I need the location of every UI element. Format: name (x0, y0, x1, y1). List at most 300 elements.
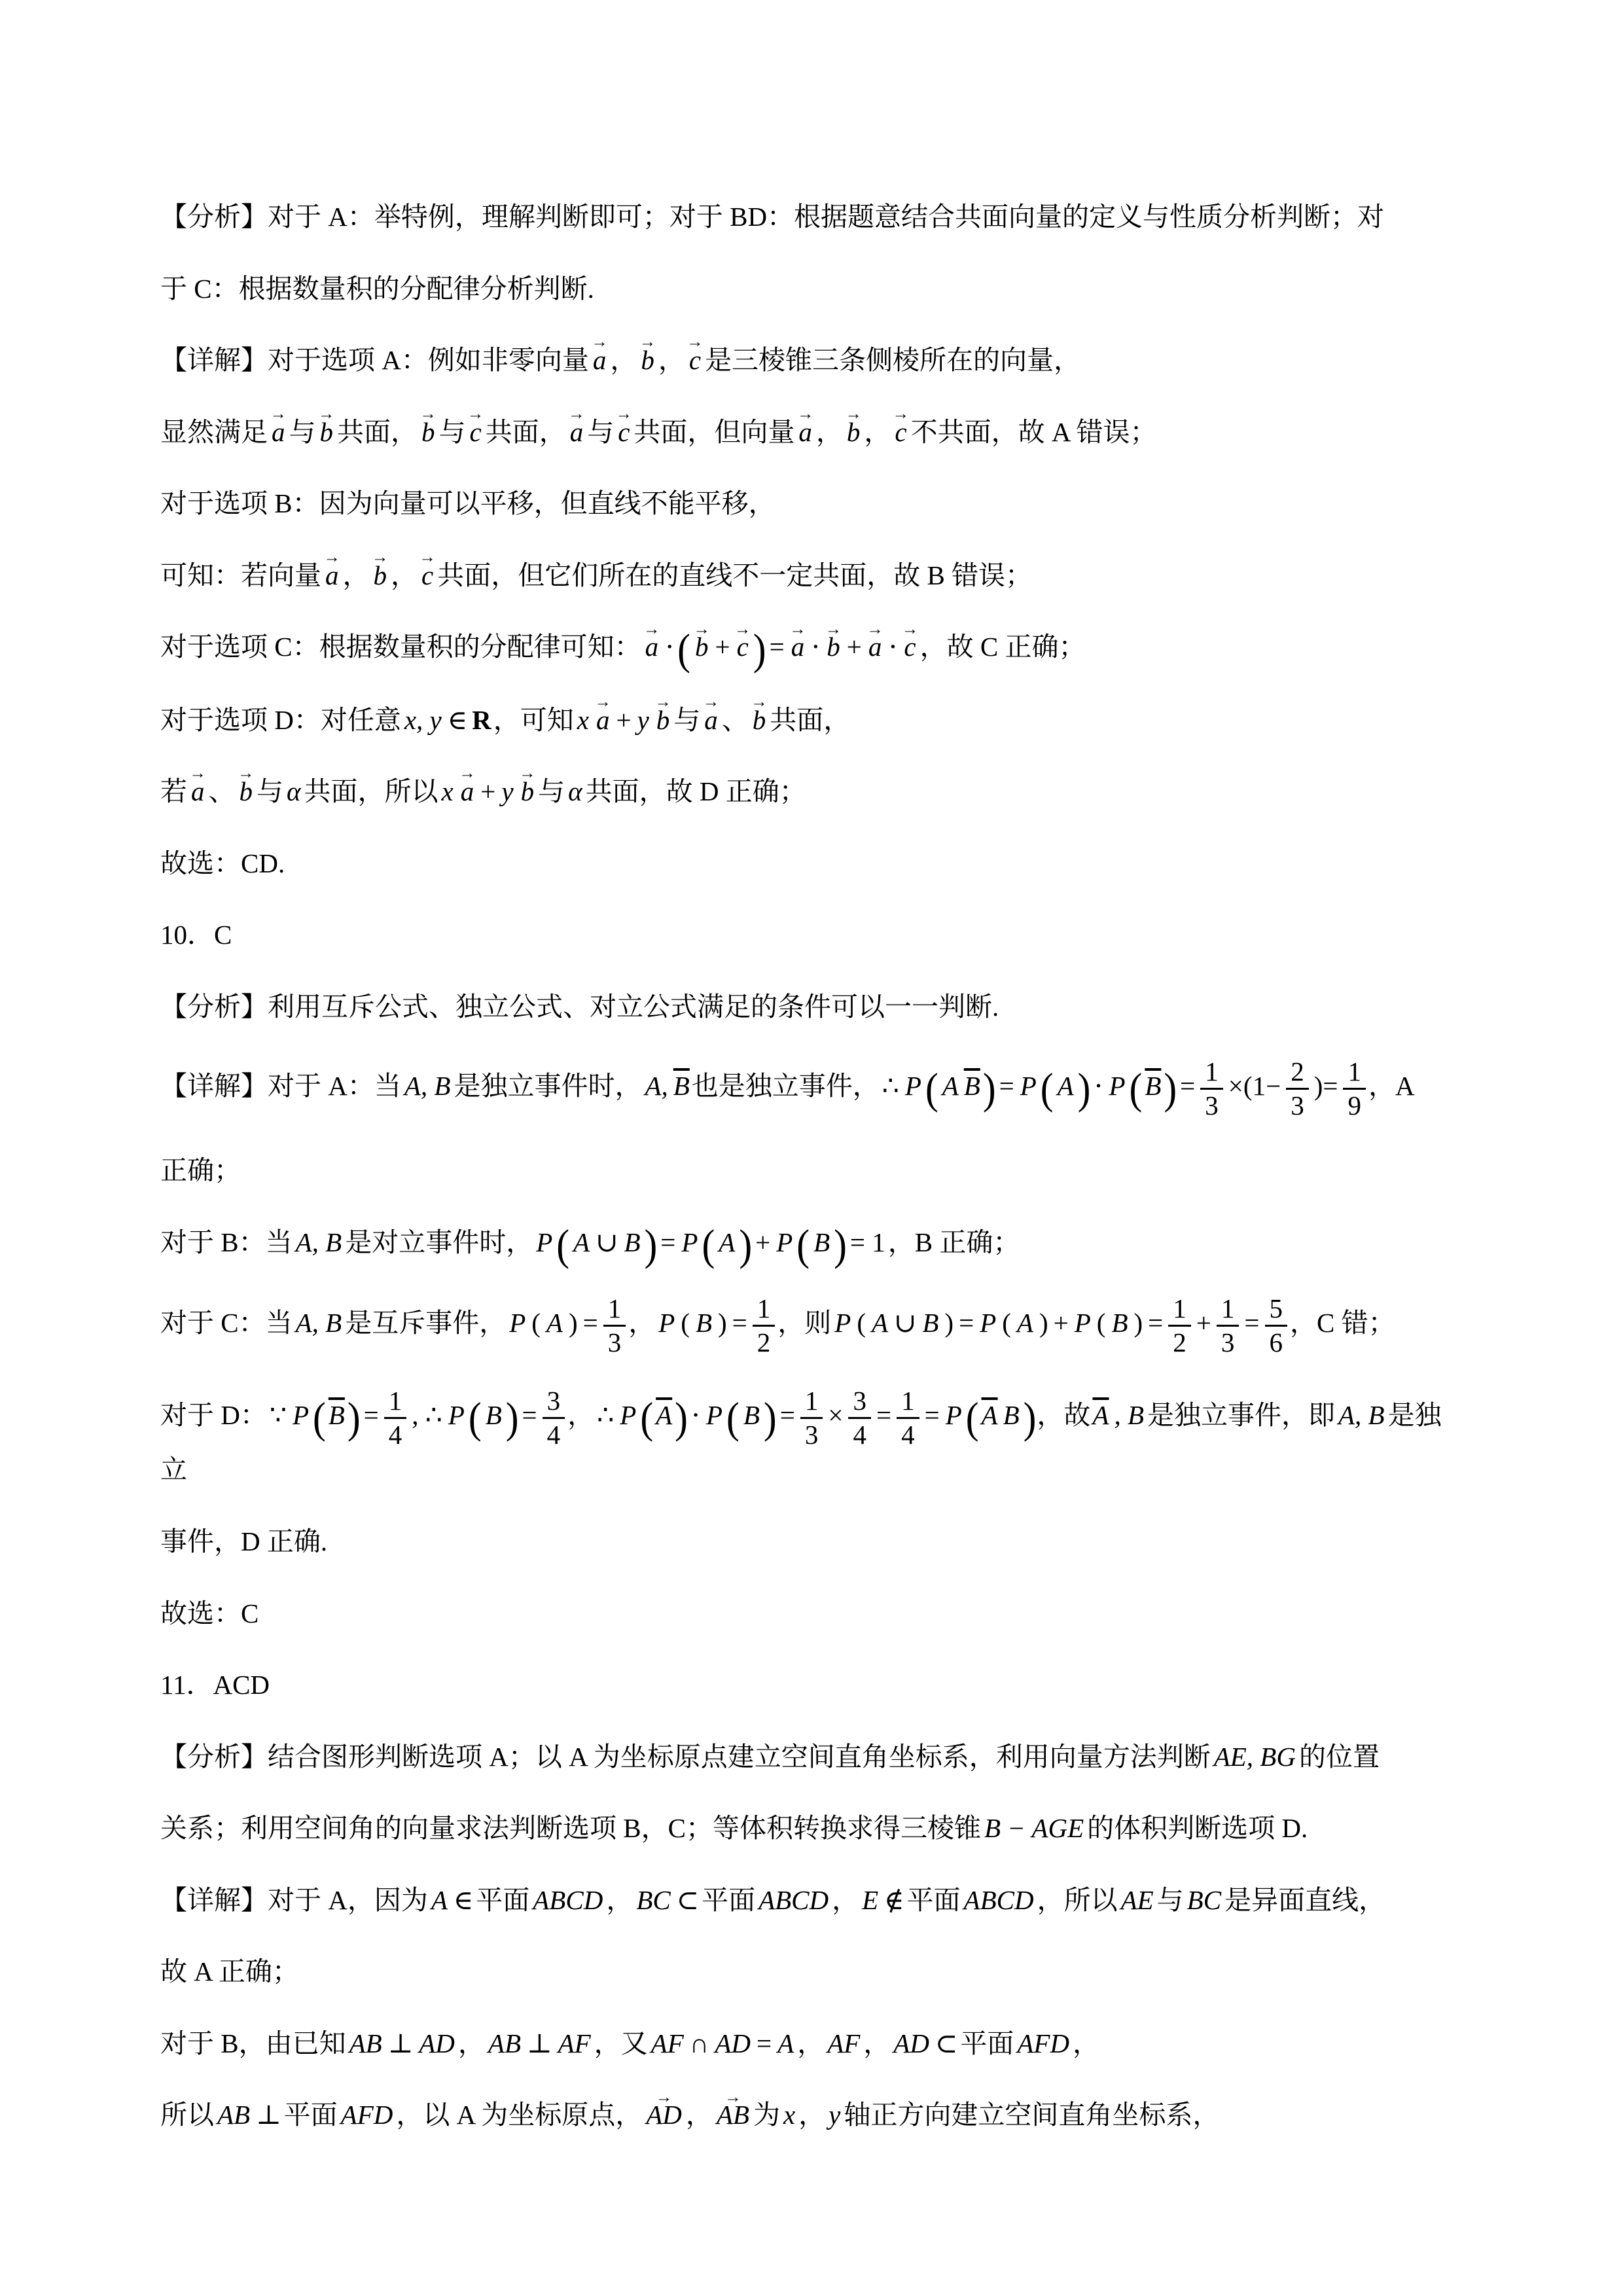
big-paren: ( (702, 1220, 715, 1269)
text-run: ， (457, 2028, 485, 2058)
math-run: A (1016, 1308, 1033, 1338)
math-symbol: ×(1− (1228, 1071, 1281, 1102)
text-run: 与 (1156, 1884, 1184, 1915)
fraction (798, 1387, 826, 1449)
math-symbol: = (924, 1400, 940, 1431)
vector-symbol: b → (418, 412, 439, 454)
math-run: A (719, 1227, 736, 1257)
fraction-denominator: 4 (388, 1420, 402, 1450)
big-paren: ) (982, 1064, 996, 1113)
q9-explanation-line-3 (160, 340, 1463, 382)
big-paren: ) (753, 625, 766, 674)
math-symbol: = (779, 1400, 795, 1431)
text-run: 与 (289, 416, 316, 447)
text-run: ，则 (777, 1308, 832, 1338)
q10-answer-line-5 (160, 1220, 1463, 1269)
text-run: 共面，但向量 (633, 416, 795, 447)
math-run: α (568, 776, 582, 807)
vector-symbol: c → (733, 626, 753, 668)
math-symbol: = (876, 1400, 892, 1431)
text-run: ，B 正确； (887, 1227, 1020, 1257)
math-run: B (485, 1400, 502, 1431)
q9-explanation-line-7 (160, 625, 1463, 674)
math-run: P (620, 1400, 637, 1431)
big-paren: ( (796, 1220, 810, 1269)
text-run: ，C 错； (1290, 1308, 1395, 1338)
fraction-denominator: 3 (1205, 1090, 1219, 1121)
text-run: 是对立事件时， (345, 1227, 533, 1257)
math-symbol: ) (1039, 1308, 1048, 1338)
math-run: ABCD (758, 1884, 829, 1915)
math-run: B (1003, 1400, 1020, 1431)
math-run: A (546, 1308, 563, 1338)
vector-symbol: b → (843, 412, 865, 454)
text-run: 正确； (160, 1155, 241, 1186)
q10-answer-line-2 (160, 986, 1463, 1028)
math-run: A, B (1338, 1400, 1385, 1431)
math-run: AF (827, 2028, 861, 2058)
math-symbol: ⋅ (811, 632, 821, 662)
text-run: 【分析】对于 A：举特例，理解判断即可；对于 BD：根据题意结合共面向量的定义与性质分析判断；对 (160, 202, 1385, 232)
text-run: 、 (721, 704, 749, 735)
math-symbol: ( (531, 1308, 541, 1338)
vector-symbol: c → (466, 412, 486, 454)
fraction-numerator: 3 (543, 1387, 565, 1419)
text-run: 对于 B，由已知 (160, 2028, 346, 2058)
math-symbol: ( (857, 1308, 866, 1338)
q11-answer-line-6 (160, 2023, 1463, 2065)
text-run: 为 (753, 2100, 780, 2130)
text-run: ， (832, 1884, 859, 1915)
math-run: B (695, 1308, 712, 1338)
text-run: 与 (673, 704, 701, 735)
fraction (846, 1387, 874, 1449)
text-run: 对于选项 C：根据数量积的分配律可知： (160, 632, 641, 662)
text-run: ，故 C 正确； (919, 632, 1086, 662)
vector-symbol: c → (685, 340, 705, 382)
big-paren: ) (1164, 1064, 1177, 1113)
q9-explanation-line-9 (160, 771, 1463, 813)
reals-symbol: R (472, 704, 491, 735)
text-run: 对于选项 D：对任意 (160, 704, 401, 735)
text-run: 对于 D： (160, 1400, 267, 1431)
math-run: BC (636, 1884, 671, 1915)
vector-symbol: a → (457, 771, 478, 813)
math-run: A (942, 1071, 959, 1102)
math-run: AD (715, 2028, 751, 2058)
math-run: BC (1186, 1884, 1222, 1915)
q10-answer-line-1 (160, 914, 1463, 956)
fraction-denominator: 4 (546, 1420, 561, 1450)
text-run: 10．C (160, 920, 232, 950)
math-run: x (441, 776, 454, 807)
text-run: 11．ACD (160, 1670, 270, 1700)
text-run: 对于 C：当 (160, 1308, 293, 1338)
vector-symbol: b → (652, 700, 674, 742)
text-run: ，又 (594, 2028, 648, 2058)
vector-symbol: a → (268, 412, 289, 454)
fraction-numerator: 1 (800, 1387, 823, 1419)
math-symbol: ∈ (447, 704, 468, 735)
math-run: ABCD (963, 1884, 1034, 1915)
math-symbol: = (757, 2028, 772, 2058)
math-symbol: ( (1002, 1308, 1011, 1338)
vector-symbol: a → (566, 412, 588, 454)
text-run: ， (658, 345, 685, 376)
text-run: 共面， (337, 416, 418, 447)
text-run: 的位置 (1298, 1741, 1380, 1772)
vector-symbol: b → (823, 626, 844, 668)
math-symbol: = 1 (849, 1227, 885, 1257)
fraction-denominator: 4 (853, 1420, 866, 1450)
math-run: P (706, 1400, 723, 1431)
text-run: 若 (160, 776, 187, 807)
fraction-numerator: 1 (384, 1387, 407, 1419)
text-run: 是互斥事件， (345, 1308, 507, 1338)
text-run: ， (610, 345, 637, 376)
math-run: AD (893, 2028, 929, 2058)
big-paren: ( (640, 1393, 654, 1443)
math-run: P (658, 1308, 675, 1338)
math-run: A, B (295, 1227, 342, 1257)
math-symbol: ⋅ (690, 1400, 700, 1431)
math-symbol: ∴ (882, 1071, 899, 1102)
math-symbol: + (846, 632, 862, 662)
vector-symbol: a → (187, 771, 209, 813)
text-run: 、 (208, 776, 236, 807)
math-run: P (980, 1308, 997, 1338)
overline-symbol: $\overline{A}$ (1092, 1400, 1109, 1431)
text-run: 故选：CD. (160, 848, 285, 878)
text-run: ， (391, 560, 418, 590)
fraction (382, 1387, 410, 1449)
math-symbol: + (1053, 1308, 1069, 1338)
text-run: 与 (587, 416, 615, 447)
q11-answer-line-2 (160, 1736, 1463, 1778)
overline-symbol: $\overline{B}$ (328, 1400, 345, 1431)
math-symbol: ⊂ (935, 2028, 958, 2058)
math-run: x (783, 2100, 796, 2130)
math-symbol: = (769, 632, 785, 662)
math-symbol: + (755, 1227, 771, 1257)
math-run: x, y (404, 704, 442, 735)
vector-symbol: a → (787, 626, 809, 668)
text-run: 【分析】利用互斥公式、独立公式、对立公式满足的条件可以一一判断. (160, 991, 999, 1022)
math-symbol: = (1148, 1308, 1164, 1338)
fraction-denominator: 6 (1269, 1327, 1283, 1358)
big-paren: ( (726, 1393, 740, 1443)
text-run: 共面，所以 (304, 776, 438, 807)
text-run: 共面，故 D 正确； (585, 776, 806, 807)
fraction-numerator: 3 (848, 1387, 871, 1419)
overline-symbol: $\overline{B}$ (963, 1071, 980, 1102)
overline-symbol: $\overline{A}$ (656, 1400, 673, 1431)
math-run: AFD (340, 2100, 393, 2130)
math-run: B (922, 1308, 939, 1338)
big-paren: ) (1077, 1064, 1091, 1113)
text-run: ， (798, 2100, 826, 2130)
fraction-numerator: 2 (1286, 1058, 1309, 1090)
text-run: 与 (257, 776, 283, 807)
q10-answer-line-9 (160, 1593, 1463, 1635)
fraction (894, 1387, 922, 1449)
text-run: 轴正方向建立空间直角坐标系， (844, 2100, 1220, 2130)
math-symbol: = (582, 1308, 598, 1338)
vector-symbol: a → (321, 555, 343, 597)
math-symbol: × (828, 1400, 844, 1431)
text-run: ， (863, 2028, 891, 2058)
text-run: 于 C：根据数量积的分配律分析判断. (160, 273, 594, 304)
math-run: AE (1120, 1884, 1154, 1915)
big-paren: ( (1129, 1064, 1143, 1113)
vector-symbol: AD → (642, 2094, 686, 2136)
fraction (750, 1295, 778, 1357)
section-q10-answer (160, 914, 1463, 1634)
text-run: ，所以 (1037, 1884, 1118, 1915)
math-run: P (776, 1227, 793, 1257)
text-run: 也是独立事件， (691, 1071, 880, 1102)
fraction (601, 1295, 629, 1357)
q11-answer-line-7 (160, 2094, 1463, 2136)
text-run: ，以 A 为坐标原点， (396, 2100, 643, 2130)
math-symbol: ∈ (453, 1884, 474, 1915)
big-paren: ( (1040, 1064, 1054, 1113)
vector-symbol: b → (517, 771, 539, 813)
vector-symbol: a → (700, 700, 722, 742)
fraction-numerator: 1 (1168, 1295, 1191, 1327)
vector-symbol: a → (641, 626, 663, 668)
big-paren: ) (739, 1220, 753, 1269)
vector-symbol: b → (316, 412, 338, 454)
math-run: AD (419, 2028, 455, 2058)
fraction-denominator: 4 (901, 1420, 915, 1450)
text-run: ， (606, 1884, 633, 1915)
math-symbol: = (999, 1071, 1014, 1102)
math-run: y (501, 776, 514, 807)
fraction-numerator: 1 (1343, 1058, 1366, 1090)
text-run: 【详解】对于选项 A：例如非零向量 (160, 345, 589, 376)
text-run: ， (342, 560, 370, 590)
q10-answer-line-6 (160, 1295, 1463, 1357)
fraction-numerator: 1 (753, 1295, 776, 1327)
text-run: ，可知 (493, 704, 574, 735)
text-run: 是独立事件时， (454, 1071, 642, 1102)
math-run: AB (349, 2028, 382, 2058)
math-run: P (448, 1400, 465, 1431)
big-paren: ) (644, 1220, 658, 1269)
fraction-denominator: 2 (1173, 1327, 1186, 1358)
fraction (1283, 1058, 1311, 1120)
math-run: AF (558, 2028, 591, 2058)
math-symbol: ⊥ (527, 2028, 552, 2058)
text-run: 故选：C (160, 1598, 259, 1628)
math-symbol: ∵ (269, 1400, 287, 1431)
text-run: 共面， (770, 704, 851, 735)
text-run: 与 (538, 776, 565, 807)
big-paren: ( (556, 1220, 570, 1269)
text-run: 的体积判断选项 D. (1087, 1813, 1308, 1844)
section-q9-explanation (160, 196, 1463, 884)
q9-explanation-line-2 (160, 268, 1463, 310)
vector-symbol: c → (891, 412, 910, 454)
text-run: 不共面，故 A 错误； (910, 416, 1157, 447)
fraction (540, 1387, 568, 1449)
fraction-numerator: 5 (1265, 1295, 1288, 1327)
math-symbol: = (1180, 1071, 1196, 1102)
text-run: 关系；利用空间角的向量求法判断选项 B，C；等体积转换求得三棱锥 (160, 1813, 981, 1844)
math-run: AF (651, 2028, 684, 2058)
q9-explanation-line-4 (160, 412, 1463, 454)
math-symbol: ⊥ (256, 2100, 281, 2130)
text-run: ， (815, 416, 843, 447)
fraction (1214, 1295, 1242, 1357)
big-paren: ) (834, 1220, 847, 1269)
text-run: ，A (1368, 1071, 1415, 1102)
fraction-denominator: 3 (804, 1420, 819, 1450)
text-run: 【分析】结合图形判断选项 A；以 A 为坐标原点建立空间直角坐标系，利用向量方法判断 (160, 1741, 1211, 1772)
fraction-numerator: 1 (1217, 1295, 1240, 1327)
math-symbol: = (959, 1308, 974, 1338)
text-run: ， (1073, 2028, 1100, 2058)
text-run: 事件，D 正确. (160, 1526, 328, 1557)
math-run: B (1111, 1308, 1128, 1338)
math-symbol: ⋅ (888, 632, 898, 662)
math-run: A, B (404, 1071, 451, 1102)
math-run: P (1109, 1071, 1126, 1102)
q10-answer-line-4 (160, 1150, 1463, 1192)
vector-symbol: b → (749, 700, 770, 742)
math-symbol: ∴ (597, 1400, 615, 1431)
math-run: B − AGE (984, 1813, 1084, 1844)
vector-symbol: c → (418, 555, 437, 597)
math-symbol: ) (1133, 1308, 1143, 1338)
math-symbol: ) (568, 1308, 578, 1338)
math-run: P (945, 1400, 962, 1431)
math-run: AB (217, 2100, 251, 2130)
text-run: 可知：若向量 (160, 560, 321, 590)
math-run: B (813, 1227, 830, 1257)
math-symbol: )= (1313, 1071, 1338, 1102)
text-run: 共面， (485, 416, 566, 447)
math-run: P (1020, 1071, 1037, 1102)
vector-symbol: b → (370, 555, 391, 597)
text-run: 是独立事件，即 (1147, 1400, 1336, 1431)
text-run: 对于 B：当 (160, 1227, 293, 1257)
text-run: ， (864, 416, 891, 447)
vector-symbol: b → (691, 626, 713, 668)
math-run: ABCD (533, 1884, 603, 1915)
text-run: 平面 (906, 1884, 961, 1915)
text-run: 所以 (160, 2100, 214, 2130)
math-run: P (681, 1227, 698, 1257)
text-run: 是独立 (160, 1400, 1442, 1485)
vector-symbol: b → (236, 771, 257, 813)
math-run: P (834, 1308, 851, 1338)
text-run: ，故 (1037, 1400, 1091, 1431)
fraction-denominator: 9 (1347, 1090, 1361, 1121)
math-symbol: ∉ (884, 1884, 904, 1915)
text-run: ， (685, 2100, 713, 2130)
vector-symbol: a → (592, 700, 614, 742)
math-symbol: + (480, 776, 496, 807)
fraction-numerator: 1 (897, 1387, 919, 1419)
math-symbol: , ∴ (412, 1400, 442, 1431)
text-run: 故 A 正确； (160, 1956, 299, 1987)
math-run: B (743, 1400, 760, 1431)
overline-symbol: $\overline{B}$ (673, 1071, 690, 1102)
fraction-denominator: 2 (757, 1327, 771, 1358)
text-run: 显然满足 (160, 416, 268, 447)
text-run: 与 (438, 416, 466, 447)
math-run: A (871, 1308, 889, 1338)
text-run: ， (567, 1400, 595, 1431)
document-content (160, 196, 1463, 2136)
vector-symbol: c → (614, 412, 633, 454)
math-run: E (862, 1884, 879, 1915)
fraction (1198, 1058, 1226, 1120)
math-symbol: = (660, 1227, 676, 1257)
math-symbol: + (1196, 1308, 1211, 1338)
fraction-numerator: 1 (1200, 1058, 1223, 1090)
math-run: x (577, 704, 589, 735)
math-run: P (904, 1071, 921, 1102)
q9-explanation-line-8 (160, 700, 1463, 742)
math-run: AB (488, 2028, 522, 2058)
big-paren: ( (925, 1064, 938, 1113)
q9-explanation-line-1 (160, 196, 1463, 238)
big-paren: ( (965, 1393, 979, 1443)
big-paren: ( (313, 1393, 326, 1443)
math-run: P (509, 1308, 526, 1338)
math-run: A (777, 2028, 794, 2058)
vector-symbol: c → (900, 626, 919, 668)
math-symbol: ( (681, 1308, 690, 1338)
math-run: AE, BG (1213, 1741, 1296, 1772)
math-run: α (287, 776, 301, 807)
fraction (1262, 1295, 1291, 1357)
math-symbol: + (616, 704, 632, 735)
math-run: A, B (295, 1308, 342, 1338)
math-symbol: ⋅ (1094, 1071, 1103, 1102)
fraction-denominator: 3 (607, 1327, 622, 1358)
math-run: A (573, 1227, 590, 1257)
math-symbol: = (732, 1308, 747, 1338)
q9-explanation-line-10 (160, 843, 1463, 885)
fraction-denominator: 3 (1291, 1090, 1304, 1121)
math-symbol: ⋅ (665, 632, 675, 662)
q9-explanation-line-6 (160, 555, 1463, 597)
math-run: AFD (1017, 2028, 1070, 2058)
text-run: 共面，但它们所在的直线不一定共面，故 B 错误； (437, 560, 1033, 590)
math-run: , B (1114, 1400, 1145, 1431)
text-run: ， (797, 2028, 825, 2058)
math-run: P (1074, 1308, 1091, 1338)
text-run: 平面 (702, 1884, 756, 1915)
math-symbol: ⊂ (676, 1884, 700, 1915)
math-symbol: = (522, 1400, 537, 1431)
math-symbol: ∪ (596, 1227, 618, 1257)
big-paren: ) (1023, 1393, 1037, 1443)
fraction-denominator: 3 (1221, 1327, 1235, 1358)
math-run: y (637, 704, 649, 735)
math-symbol: ) (944, 1308, 954, 1338)
math-run: A (431, 1884, 448, 1915)
big-paren: ( (677, 625, 690, 674)
text-run: 平面 (283, 2100, 338, 2130)
fraction (1340, 1058, 1368, 1120)
overline-symbol: $\overline{A}$ (981, 1400, 998, 1431)
overline-symbol: $\overline{B}$ (1145, 1071, 1162, 1102)
